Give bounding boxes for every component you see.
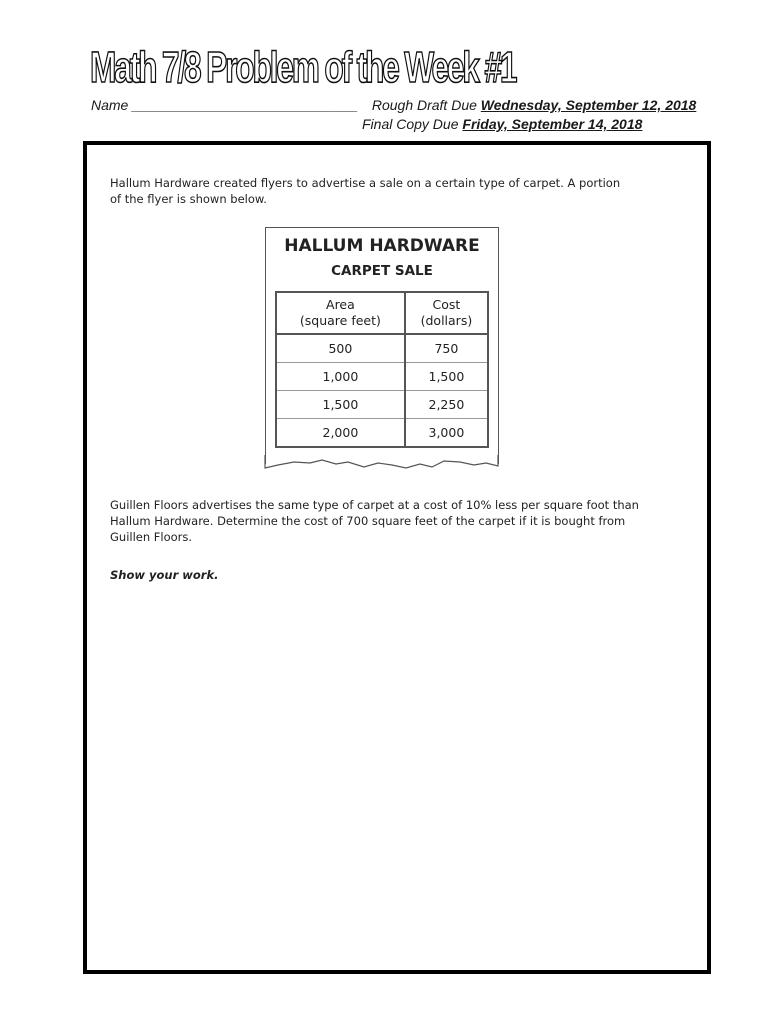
name-line <box>91 97 731 113</box>
column-header-cost-unit: (dollars) <box>420 313 473 328</box>
final-copy-line <box>362 116 642 132</box>
name-blank: _____________________________ <box>132 97 359 113</box>
area-cell: 2,000 <box>276 419 405 448</box>
cost-cell: 1,500 <box>405 363 488 391</box>
flyer-subtitle: CARPET SALE <box>331 263 433 279</box>
price-table <box>275 291 489 448</box>
worksheet-title: Math 7/8 Problem of the Week #1 <box>90 43 516 92</box>
column-header-cost-title: Cost <box>432 297 461 312</box>
cost-cell: 3,000 <box>405 419 488 448</box>
carpet-flyer <box>265 227 499 464</box>
final-copy-date: Friday, September 14, 2018 <box>462 116 643 132</box>
column-header-cost <box>405 292 488 334</box>
area-cell: 1,500 <box>276 391 405 419</box>
table-row <box>276 391 488 419</box>
column-header-area-unit: (square feet) <box>299 313 381 328</box>
area-cell: 500 <box>276 334 405 363</box>
table-row <box>276 363 488 391</box>
show-work-instruction: Show your work. <box>110 568 219 582</box>
flyer-store-name: HALLUM HARDWARE <box>284 236 480 256</box>
name-label: Name <box>91 97 129 113</box>
rough-draft-label: Rough Draft Due <box>371 97 477 113</box>
column-header-area-title: Area <box>326 297 355 312</box>
flyer-torn-edge <box>264 455 500 475</box>
cost-cell: 2,250 <box>405 391 488 419</box>
final-copy-label: Final Copy Due <box>362 116 459 132</box>
table-row <box>276 334 488 363</box>
problem-intro: Hallum Hardware created flyers to advertise a sale on a certain type of carpet. A portion of the flyer is shown below. <box>110 176 621 206</box>
problem-question: Guillen Floors advertises the same type of carpet at a cost of 10% less per square foot than Hallum Hardware. Determine the cost of 700 square feet of the carpet if it is bought from Guillen Floors. <box>110 498 639 544</box>
area-cell: 1,000 <box>276 363 405 391</box>
rough-draft-date: Wednesday, September 12, 2018 <box>480 97 697 113</box>
cost-cell: 750 <box>405 334 488 363</box>
column-header-area <box>276 292 405 334</box>
table-row <box>276 419 488 448</box>
